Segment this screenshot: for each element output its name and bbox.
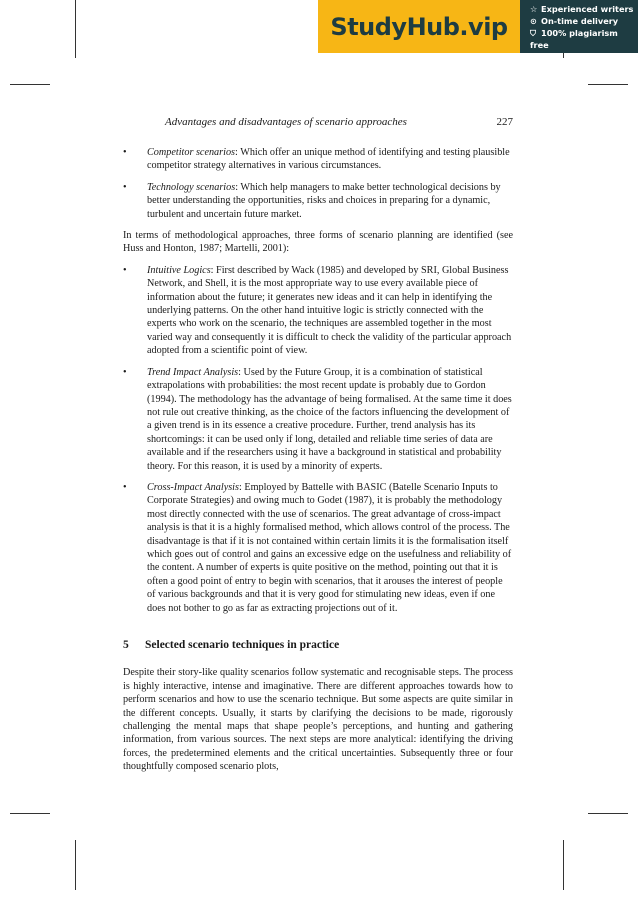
page-body bbox=[123, 146, 513, 782]
bullet-icon: • bbox=[123, 181, 127, 193]
shield-icon: ⛉ bbox=[530, 27, 537, 38]
studyhub-banner[interactable] bbox=[318, 0, 638, 53]
list-item bbox=[123, 146, 513, 173]
list-item bbox=[123, 366, 513, 473]
running-head bbox=[165, 116, 513, 128]
star-icon: ☆ bbox=[530, 3, 538, 14]
running-head-title: Advantages and disadvantages of scenario approaches bbox=[165, 116, 407, 128]
list-text: : Used by the Future Group, it is a combination of statistical extrapolations with probabilities: the most recent update is probably due to Gordon (1994). The methodology has the advantage of being formalised. At the same time it does not rule out creative thinking, as the choice of the factors influencing the development of a given trend is in its essence a creative procedure. Further, trend analysis has its shortcomings: it can be used only if long, detailed and reliable time series of data are available and if the researchers using it have a background in statistical and probability theory. For this reason, it is used by a minority of experts. bbox=[147, 366, 512, 472]
scenario-type-list bbox=[123, 146, 513, 221]
list-term: Competitor scenarios bbox=[147, 147, 236, 158]
perk-item: ☆ Experienced writers bbox=[530, 3, 634, 14]
section-heading bbox=[123, 639, 513, 652]
crop-mark bbox=[588, 813, 628, 814]
crop-mark bbox=[563, 840, 564, 890]
list-text: : Which help managers to make better technological decisions by better understanding the opportunities, risks and choices in preparing for a dynamic, turbulent and uncertain future market. bbox=[147, 181, 501, 220]
crop-mark bbox=[588, 84, 628, 85]
page-number: 227 bbox=[496, 116, 513, 128]
bullet-icon: • bbox=[123, 366, 127, 378]
bullet-icon: • bbox=[123, 264, 127, 276]
perk-item: ⛉ 100% plagiarism free bbox=[530, 27, 618, 50]
brand-logo[interactable]: StudyHub.vip bbox=[318, 0, 520, 53]
bullet-icon: • bbox=[123, 147, 127, 158]
list-term: Intuitive Logics bbox=[147, 264, 211, 276]
perk-list bbox=[520, 3, 638, 51]
paragraph: In terms of methodological approaches, three forms of scenario planning are identified (see Huss and Honton, 1987; Martelli, 2001): bbox=[123, 230, 513, 255]
perk-item: ⊙ On-time delivery bbox=[530, 15, 619, 26]
list-item bbox=[123, 181, 513, 221]
clock-icon: ⊙ bbox=[530, 15, 537, 26]
crop-mark bbox=[10, 813, 50, 814]
crop-mark bbox=[75, 840, 76, 890]
paragraph: Despite their story-like quality scenarios follow systematic and recognisable steps. The process is highly interactive, intense and imaginative. There are different approaches towards how to perform scenarios and how to use the scenario technique. But some aspects are quite similar in the different concepts. Usually, it starts by clarifying the decisions to be made, rigorously challenging the mental maps that shape people’s perceptions, and hunting and gathering information, from various sources. The next steps are more analytical: identifying the driving forces, the predetermined elements and the critical uncertainties. Subsequently three or four thoughtfully composed scenario plots, bbox=[123, 667, 513, 773]
list-item bbox=[123, 481, 513, 615]
crop-mark bbox=[75, 0, 76, 58]
bullet-icon: • bbox=[123, 481, 127, 493]
list-term: Trend Impact Analysis bbox=[147, 366, 239, 378]
list-text: : Which offer an unique method of identifying and testing plausible competitor strategy alternatives in various circumstances. bbox=[147, 147, 510, 172]
list-term: Cross-Impact Analysis bbox=[147, 481, 239, 493]
section-title: Selected scenario techniques in practice bbox=[145, 639, 340, 651]
list-term: Technology scenarios bbox=[147, 181, 236, 193]
crop-mark bbox=[10, 84, 50, 85]
list-text: : First described by Wack (1985) and developed by SRI, Global Business Network, and Shell, it is the most appropriate way to use every available piece of information about the future; it generates new ideas and it can help in identifying the underlying patterns. On the other hand intuitive logic is strictly connected with the experts who work on the scenario, the techniques are assembled together in the most varied way and consequently it is difficult to check the validity of the particular approach adopted from a scientific point of view. bbox=[147, 264, 512, 357]
list-text: : Employed by Battelle with BASIC (Batelle Scenario Inputs to Corporate Strategies) and owing much to Godet (1987), it is probably the methodology most directly connected with the use of scenarios. The great advantage of cross-impact analysis is that it is a highly formalised method, which allows control of the process. The disadvantage is that if it is not contained within certain limits it is the formalisation itself which goes out of control and gains an excessive edge on the usefulness and reliability of the content. A number of experts is quite positive on the method, pointing out that it is often a good point of entry to begin with scenarios, that it arouses the interest of people of various backgrounds and that it is very good for stimulating new ideas, even if one does not bother to go as far as extracting projections out of it. bbox=[147, 481, 512, 614]
section-number: 5 bbox=[123, 639, 129, 651]
list-item bbox=[123, 264, 513, 358]
methodology-list bbox=[123, 264, 513, 615]
